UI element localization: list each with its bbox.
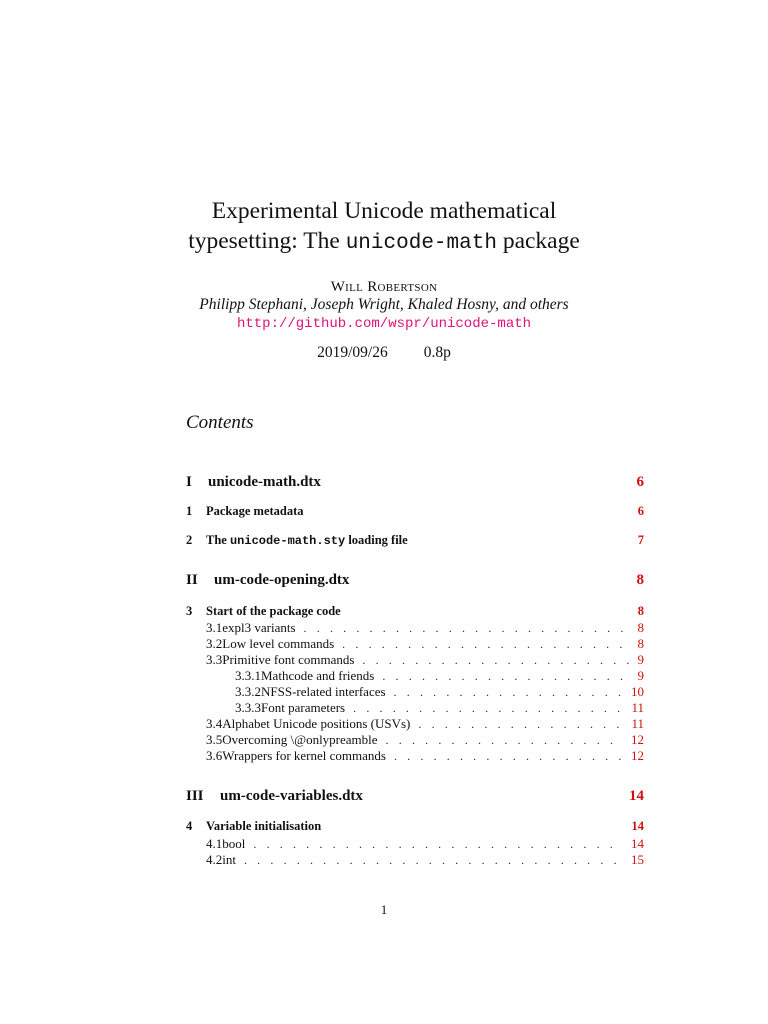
toc-number: 3.3.1 bbox=[235, 668, 261, 683]
toc-number: 3.3.2 bbox=[235, 684, 261, 699]
toc-page-link[interactable]: 14 bbox=[629, 788, 644, 804]
toc-title: Overcoming \@onlypreamble bbox=[222, 732, 378, 747]
title-line-2 bbox=[0, 226, 768, 259]
title-prefix: typesetting: The bbox=[188, 228, 346, 254]
toc-section-entry[interactable] bbox=[186, 533, 644, 548]
toc-subsubsection-entry[interactable] bbox=[235, 700, 644, 716]
toc-part-entry[interactable] bbox=[186, 788, 644, 805]
toc-leader-dots bbox=[244, 853, 623, 868]
toc-section-entry[interactable] bbox=[186, 604, 644, 619]
document-title bbox=[0, 196, 768, 259]
toc-title: Font parameters bbox=[261, 700, 346, 715]
toc-title-code: unicode-math.sty bbox=[229, 534, 346, 548]
toc-subsection-entry[interactable] bbox=[206, 636, 644, 652]
date-version-line bbox=[0, 344, 768, 362]
toc-leader-dots bbox=[362, 653, 629, 668]
toc-number: II bbox=[186, 572, 198, 588]
toc-title: um-code-variables.dtx bbox=[220, 788, 363, 804]
toc-number: 3.2 bbox=[206, 636, 223, 651]
toc-number: 2 bbox=[186, 533, 193, 547]
author-name: Will Robertson bbox=[330, 279, 438, 295]
toc-title: Variable initialisation bbox=[206, 819, 322, 833]
toc-number: 3 bbox=[186, 604, 193, 618]
toc-page-link[interactable]: 12 bbox=[631, 732, 644, 747]
toc-number: 3.1 bbox=[206, 620, 223, 635]
toc-title: Wrappers for kernel commands bbox=[222, 748, 386, 763]
toc-leader-dots bbox=[304, 621, 630, 636]
toc-title: Package metadata bbox=[206, 504, 304, 518]
contributors: Philipp Stephani, Joseph Wright, Khaled Hosny, and others bbox=[199, 296, 569, 313]
toc-leader-dots bbox=[386, 733, 623, 748]
toc-number: 4.1 bbox=[206, 836, 223, 851]
toc-title-prefix: The bbox=[206, 533, 230, 547]
toc-leader-dots bbox=[253, 837, 623, 852]
toc-subsection-entry[interactable] bbox=[206, 652, 644, 668]
toc-page-link[interactable]: 8 bbox=[637, 620, 644, 635]
toc-subsection-entry[interactable] bbox=[206, 732, 644, 748]
toc-subsection-entry[interactable] bbox=[206, 716, 644, 732]
toc-leader-dots bbox=[382, 669, 629, 684]
title-line-1: Experimental Unicode mathematical bbox=[211, 198, 557, 224]
toc-number: 3.6 bbox=[206, 748, 223, 763]
toc-subsection-entry[interactable] bbox=[206, 748, 644, 764]
toc-title bbox=[206, 533, 408, 548]
toc-title: NFSS-related interfaces bbox=[261, 684, 386, 699]
toc-title: unicode-math.dtx bbox=[208, 474, 321, 490]
toc-number: 4.2 bbox=[206, 852, 223, 867]
toc-subsection-entry[interactable] bbox=[206, 852, 644, 868]
toc-number: 1 bbox=[186, 504, 193, 518]
toc-number: 3.3 bbox=[206, 652, 223, 667]
toc-number: 4 bbox=[186, 819, 193, 833]
toc-leader-dots bbox=[353, 701, 623, 716]
toc-page-link[interactable]: 14 bbox=[631, 819, 644, 833]
toc-title: int bbox=[222, 852, 236, 867]
toc-number: 3.4 bbox=[206, 716, 223, 731]
title-package-name: unicode-math bbox=[345, 232, 497, 255]
toc-section-entry[interactable] bbox=[186, 504, 644, 519]
toc-part-entry[interactable] bbox=[186, 474, 644, 491]
toc-title: Primitive font commands bbox=[222, 652, 355, 667]
toc-number: 3.5 bbox=[206, 732, 223, 747]
toc-section-entry[interactable] bbox=[186, 819, 644, 834]
toc-title: Start of the package code bbox=[206, 604, 341, 618]
toc-title: Low level commands bbox=[222, 636, 335, 651]
toc-page-link[interactable]: 11 bbox=[631, 716, 644, 731]
toc-page-link[interactable]: 12 bbox=[631, 748, 644, 763]
toc-number: I bbox=[186, 474, 192, 490]
title-suffix: package bbox=[496, 228, 580, 254]
toc-page-link[interactable]: 6 bbox=[636, 474, 644, 490]
toc-page-link[interactable]: 11 bbox=[631, 700, 644, 715]
toc-page-link[interactable]: 8 bbox=[636, 572, 644, 588]
toc-title: Mathcode and friends bbox=[261, 668, 375, 683]
toc-subsubsection-entry[interactable] bbox=[235, 684, 644, 700]
toc-part-entry[interactable] bbox=[186, 572, 644, 589]
page-number: 1 bbox=[380, 902, 388, 917]
toc-page-link[interactable]: 9 bbox=[637, 652, 644, 667]
toc-leader-dots bbox=[394, 685, 623, 700]
toc-page-link[interactable]: 14 bbox=[631, 836, 644, 851]
toc-page-link[interactable]: 10 bbox=[631, 684, 644, 699]
toc-subsection-entry[interactable] bbox=[206, 620, 644, 636]
contents-heading: Contents bbox=[186, 412, 254, 433]
document-version: 0.8p bbox=[423, 344, 451, 361]
toc-page-link[interactable]: 9 bbox=[637, 668, 644, 683]
document-date: 2019/09/26 bbox=[317, 344, 388, 361]
project-url-link[interactable]: http://github.com/wspr/unicode-math bbox=[236, 316, 532, 332]
toc-page-link[interactable]: 15 bbox=[631, 852, 644, 867]
toc-page-link[interactable]: 6 bbox=[637, 504, 644, 518]
toc-page-link[interactable]: 7 bbox=[637, 533, 644, 547]
toc-title-suffix: loading file bbox=[345, 533, 408, 547]
toc-leader-dots bbox=[418, 717, 623, 732]
toc-title: bool bbox=[222, 836, 246, 851]
toc-number: 3.3.3 bbox=[235, 700, 261, 715]
toc-title: Alphabet Unicode positions (USVs) bbox=[222, 716, 411, 731]
toc-title: expl3 variants bbox=[222, 620, 296, 635]
toc-leader-dots bbox=[394, 749, 623, 764]
toc-title: um-code-opening.dtx bbox=[214, 572, 350, 588]
toc-leader-dots bbox=[342, 637, 629, 652]
toc-subsection-entry[interactable] bbox=[206, 836, 644, 852]
toc-subsubsection-entry[interactable] bbox=[235, 668, 644, 684]
toc-number: III bbox=[186, 788, 204, 804]
toc-page-link[interactable]: 8 bbox=[637, 636, 644, 651]
toc-page-link[interactable]: 8 bbox=[637, 604, 644, 618]
